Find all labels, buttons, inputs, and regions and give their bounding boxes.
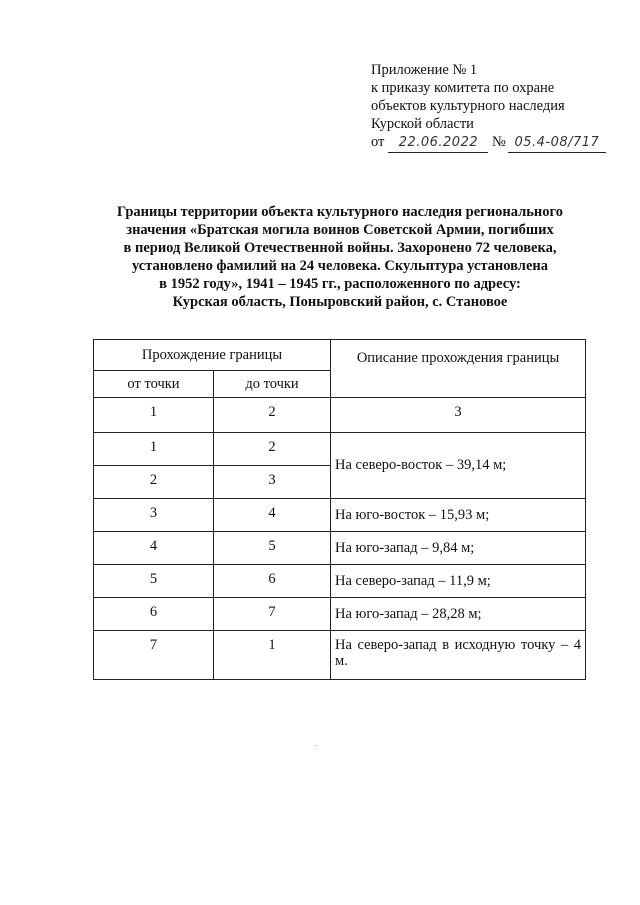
appendix-line-2: к приказу комитета по охране xyxy=(371,80,555,96)
table-row xyxy=(94,433,586,466)
handwritten-date: 22.06.2022 xyxy=(388,134,488,153)
description-cell: На северо-запад – 11,9 м; xyxy=(331,565,586,598)
from-point-cell: 6 xyxy=(94,598,214,631)
to-point-cell: 4 xyxy=(214,499,331,532)
table-row xyxy=(94,598,586,631)
appendix-line-3: объектов культурного наследия xyxy=(371,98,565,114)
title-line: Курская область, Поныровский район, с. Становое xyxy=(172,294,508,310)
description-cell: На северо-восток – 39,14 м; xyxy=(331,433,586,499)
description-cell: На северо-запад в исходную точку – 4 м. xyxy=(331,631,586,680)
description-cell: На юго-восток – 15,93 м; xyxy=(331,499,586,532)
document-title xyxy=(90,203,590,311)
description-cell: На юго-запад – 28,28 м; xyxy=(331,598,586,631)
to-point-cell: 7 xyxy=(214,598,331,631)
header-description: Описание прохождения границы xyxy=(331,340,586,398)
to-point-cell: 3 xyxy=(214,466,331,499)
table-row xyxy=(94,631,586,680)
header-from-point: от точки xyxy=(94,371,214,398)
column-number: 1 xyxy=(94,398,214,433)
to-point-cell: 6 xyxy=(214,565,331,598)
header-to-point: до точки xyxy=(214,371,331,398)
to-point-cell: 2 xyxy=(214,433,331,466)
number-label: № xyxy=(492,134,506,150)
table-row xyxy=(94,532,586,565)
from-point-cell: 5 xyxy=(94,565,214,598)
description-cell: На юго-запад – 9,84 м; xyxy=(331,532,586,565)
from-label: от xyxy=(371,134,385,150)
table-row xyxy=(94,499,586,532)
order-date-number xyxy=(371,133,631,153)
from-point-cell: 7 xyxy=(94,631,214,680)
column-number: 3 xyxy=(331,398,586,433)
appendix-line-4: Курской области xyxy=(371,116,474,132)
column-number: 2 xyxy=(214,398,331,433)
header-boundary-passage: Прохождение границы xyxy=(94,340,331,371)
appendix-line-1: Приложение № 1 xyxy=(371,62,478,78)
from-point-cell: 3 xyxy=(94,499,214,532)
title-line: в период Великой Отечественной войны. Захоронено 72 человека, xyxy=(123,240,557,256)
to-point-cell: 5 xyxy=(214,532,331,565)
boundary-table xyxy=(93,339,586,680)
title-line: установлено фамилий на 24 человека. Скульптура установлена xyxy=(132,258,548,274)
appendix-header xyxy=(371,61,631,153)
title-line: значения «Братская могила воинов Советской Армии, погибших xyxy=(126,222,554,238)
title-line: Границы территории объекта культурного наследия регионального xyxy=(117,204,563,220)
to-point-cell: 1 xyxy=(214,631,331,680)
from-point-cell: 1 xyxy=(94,433,214,466)
from-point-cell: 2 xyxy=(94,466,214,499)
handwritten-number: 05.4-08/717 xyxy=(508,134,606,153)
table-row xyxy=(94,565,586,598)
scan-speck xyxy=(316,745,317,746)
from-point-cell: 4 xyxy=(94,532,214,565)
title-line: в 1952 году», 1941 – 1945 гг., расположенного по адресу: xyxy=(159,276,521,292)
